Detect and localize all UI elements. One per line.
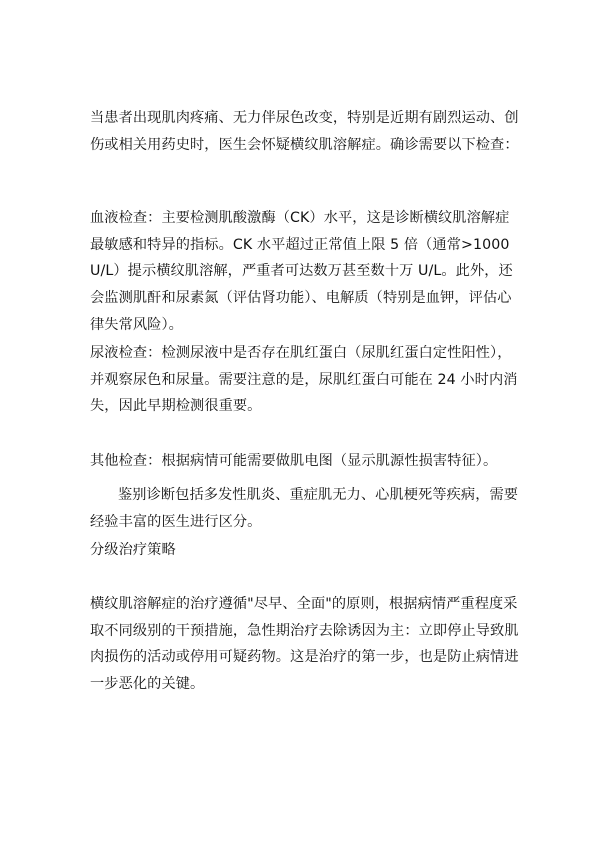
blood-test-paragraph: 血液检查：主要检测肌酸激酶（CK）水平，这是诊断横纹肌溶解症最敏感和特异的指标。CK 水平超过正常值上限 5 倍（通常>1000 U/L）提示横纹肌溶解，严重者可达数万甚至数十万 U/L。此外，还会监测肌酐和尿素氮（评估肾功能）、电解质（特别是血钾，评估心律失常风险）。: [90, 210, 513, 333]
urine-test-paragraph: 尿液检查：检测尿液中是否存在肌红蛋白（尿肌红蛋白定性阳性），并观察尿色和尿量。需要注意的是，尿肌红蛋白可能在 24 小时内消失，因此早期检测很重要。: [90, 345, 518, 415]
other-tests-paragraph: 其他检查：根据病情可能需要做肌电图（显示肌源性损害特征）。: [90, 453, 498, 469]
section-heading: 分级治疗策略: [90, 542, 176, 558]
treatment-paragraph: 横纹肌溶解症的治疗遵循"尽早、全面"的原则，根据病情严重程度采取不同级别的干预措施，急性期治疗去除诱因为主：立即停止导致肌肉损伤的活动或停用可疑药物。这是治疗的第一步，也是防止病情进一步恶化的关键。: [90, 596, 519, 693]
intro-paragraph: 当患者出现肌肉疼痛、无力伴尿色改变，特别是近期有剧烈运动、创伤或相关用药史时，医生会怀疑横纹肌溶解症。确诊需要以下检查：: [90, 110, 519, 153]
differential-diagnosis-paragraph: 鉴别诊断包括多发性肌炎、重症肌无力、心肌梗死等疾病，需要经验丰富的医生进行区分。: [90, 487, 519, 530]
